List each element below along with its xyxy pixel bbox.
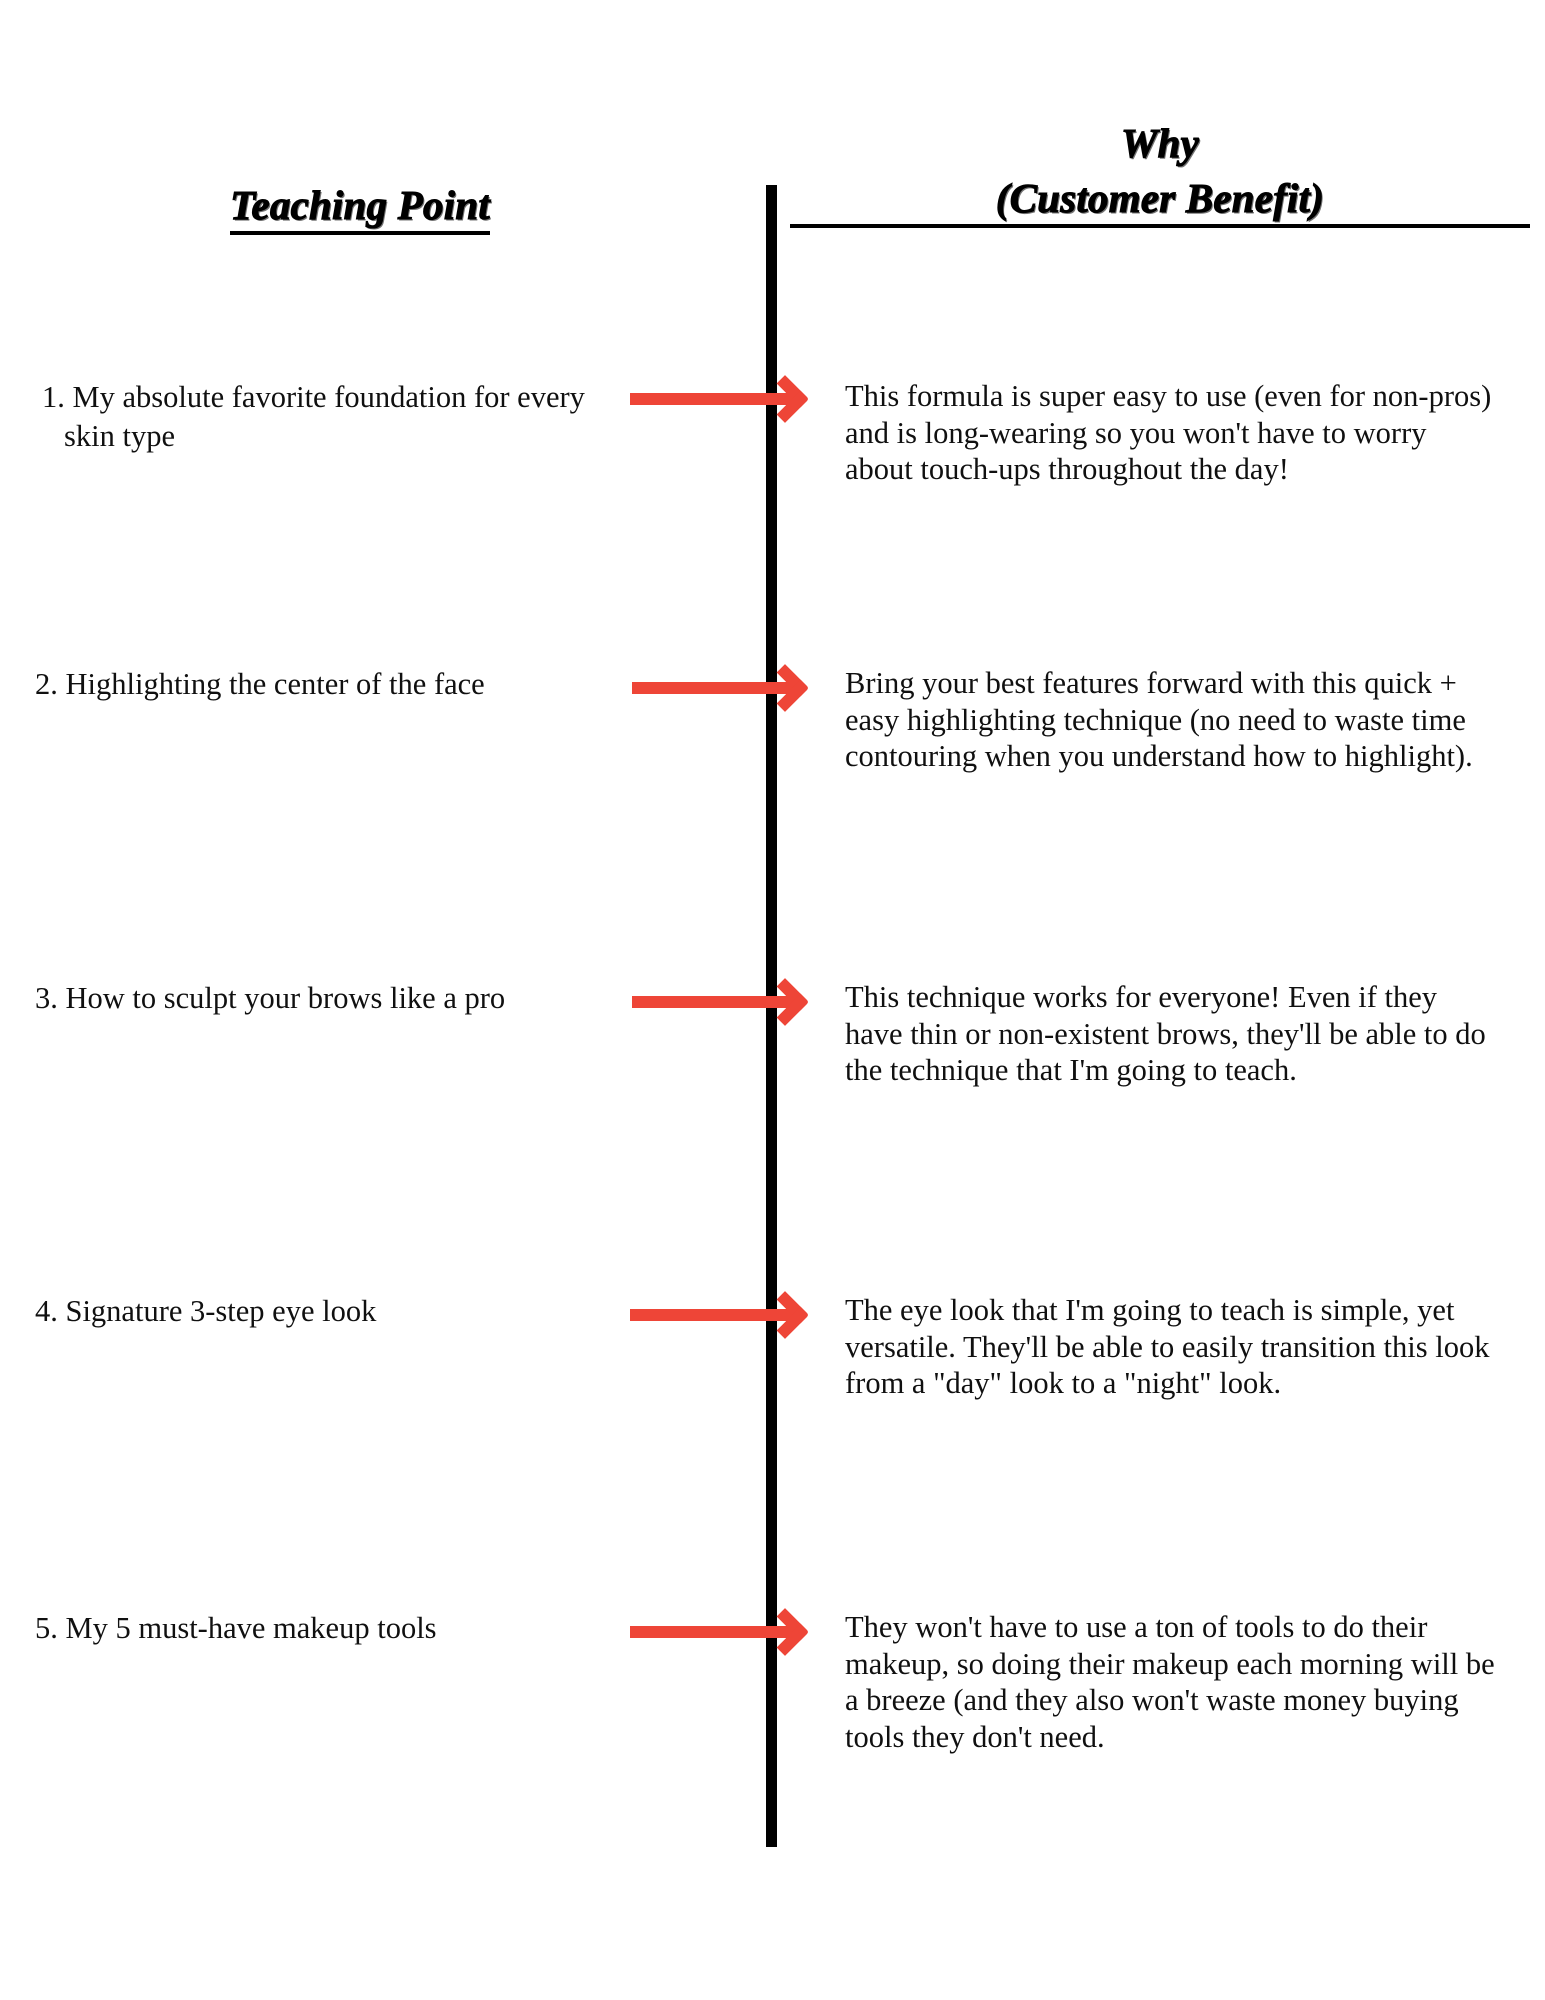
- teaching-point-1: 1. My absolute favorite foundation for every skin type: [42, 380, 585, 454]
- arrow-1: [630, 393, 800, 405]
- customer-benefit-3: This technique works for everyone! Even if they have thin or non-existent brows, they'll be able to do the technique that I'm going to teach.: [845, 980, 1486, 1088]
- teaching-point-3: 3. How to sculpt your brows like a pro: [35, 981, 506, 1015]
- arrow-3: [632, 996, 800, 1008]
- arrow-4: [630, 1309, 800, 1321]
- teaching-point-2: 2. Highlighting the center of the face: [35, 667, 485, 701]
- teaching-point-header-text: Teaching Point: [230, 180, 490, 235]
- why-header-text: Why: [1120, 120, 1200, 166]
- customer-benefit-1: This formula is super easy to use (even for non-pros) and is long-wearing so you won't have to worry about touch-ups throughout the day!: [845, 379, 1492, 487]
- teaching-point-5: 5. My 5 must-have makeup tools: [35, 1611, 437, 1645]
- customer-benefit-4: The eye look that I'm going to teach is simple, yet versatile. They'll be able to easily transition this look from a "day" look to a "night" look.: [845, 1293, 1490, 1401]
- column-header-customer-benefit: [790, 118, 1530, 228]
- customer-benefit-2: Bring your best features forward with this quick + easy highlighting technique (no need to waste time contouring when you understand how to highlight).: [845, 666, 1473, 774]
- teaching-point-4: 4. Signature 3-step eye look: [35, 1294, 377, 1328]
- customer-benefit-header-text: (Customer Benefit): [790, 173, 1530, 228]
- customer-benefit-5: They won't have to use a ton of tools to do their makeup, so doing their makeup each morning will be a breeze (and they also won't waste money buying tools they don't need.: [845, 1610, 1495, 1754]
- arrow-2: [632, 682, 800, 694]
- arrow-5: [630, 1626, 800, 1638]
- column-header-teaching-point: [0, 180, 720, 235]
